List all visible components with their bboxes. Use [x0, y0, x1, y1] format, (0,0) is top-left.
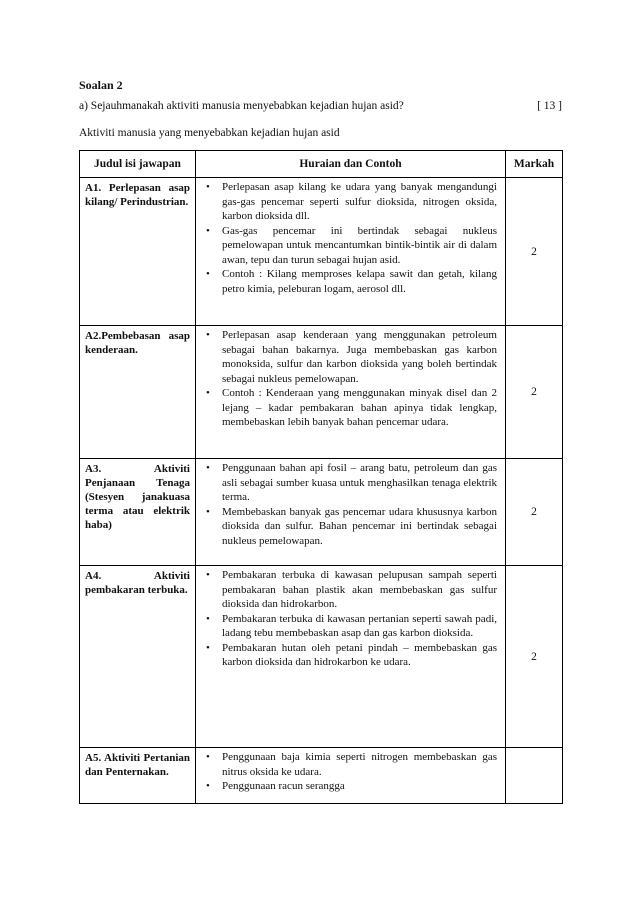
row-mark: 2: [506, 566, 563, 748]
row-description: [196, 566, 506, 748]
bullet-point: • Contoh : Kenderaan yang menggunakan minyak disel dan 2 lejang – kadar pembakaran bahan apinya tidak lengkap, membebaskan lebih banyak bahan pencemar udara.: [200, 386, 497, 430]
table-header-row: [80, 151, 563, 178]
bullet-point: • Pembakaran terbuka di kawasan pertanian seperti sawah padi, ladang tebu membebaskan asap dan gas karbon dioksida.: [200, 612, 497, 641]
bullet-point: • Gas-gas pencemar ini bertindak sebagai nukleus pemelowapan untuk mencantumkan bintik-bintik air di dalam awan, tepu dan turun sebagai hujan asid.: [200, 224, 497, 268]
table-row: [80, 326, 563, 459]
row-description: [196, 178, 506, 326]
row-mark: [506, 748, 563, 804]
bullet-point: • Pembakaran terbuka di kawasan pelupusan sampah seperti pembakaran bahan plastik akan membebaskan gas sulfur dioksida dan hidrokarbon.: [200, 568, 497, 612]
row-title: A3. Aktiviti Penjanaan Tenaga (Stesyen janakuasa terma atau elektrik haba): [80, 459, 196, 566]
row-description: [196, 326, 506, 459]
question-line: [79, 100, 562, 112]
row-mark: 2: [506, 459, 563, 566]
bullet-point: • Penggunaan bahan api fosil – arang batu, petroleum dan gas asli sebagai sumber kuasa untuk menghasilkan tenaga elektrik terma.: [200, 461, 497, 505]
row-title: A1. Perlepasan asap kilang/ Perindustrian.: [80, 178, 196, 326]
bullet-point: • Penggunaan racun serangga: [200, 779, 497, 794]
table-row: [80, 748, 563, 804]
table-row: [80, 566, 563, 748]
row-title: A2.Pembebasan asap kenderaan.: [80, 326, 196, 459]
question-marks: [ 13 ]: [537, 100, 562, 112]
bullet-point: • Perlepasan asap kilang ke udara yang banyak mengandungi gas-gas pencemar seperti sulfur dioksida, nitrogen oksida, karbon dioksida dll.: [200, 180, 497, 224]
table-row: [80, 178, 563, 326]
question-text: a) Sejauhmanakah aktiviti manusia menyebabkan kejadian hujan asid?: [79, 100, 404, 112]
row-description: [196, 748, 506, 804]
row-title: A5. Aktiviti Pertanian dan Penternakan.: [80, 748, 196, 804]
intro-text: Aktiviti manusia yang menyebabkan kejadian hujan asid: [79, 127, 340, 139]
header-judul: Judul isi jawapan: [80, 151, 196, 178]
header-huraian: Huraian dan Contoh: [196, 151, 506, 178]
bullet-point: • Contoh : Kilang memproses kelapa sawit dan getah, kilang petro kimia, peleburan logam, aerosol dll.: [200, 267, 497, 296]
bullet-point: • Pembakaran hutan oleh petani pindah – membebaskan gas karbon dioksida dan hidrokarbon ke udara.: [200, 641, 497, 670]
table-row: [80, 459, 563, 566]
row-mark: 2: [506, 178, 563, 326]
row-mark: 2: [506, 326, 563, 459]
bullet-point: • Perlepasan asap kenderaan yang menggunakan petroleum sebagai bahan bakarnya. Juga membebaskan gas karbon monoksida, sulfur dan karbon dioksida yang boleh bertindak sebagai nukleus pemelowapan.: [200, 328, 497, 386]
answer-table: [79, 150, 563, 804]
header-markah: Markah: [506, 151, 563, 178]
row-description: [196, 459, 506, 566]
question-heading: Soalan 2: [79, 78, 123, 92]
row-title: A4. Aktiviti pembakaran terbuka.: [80, 566, 196, 748]
bullet-point: • Membebaskan banyak gas pencemar udara khususnya karbon dioksida dan sulfur. Bahan pencemar ini bertindak sebagai nukleus pemelowapan.: [200, 505, 497, 549]
bullet-point: • Penggunaan baja kimia seperti nitrogen membebaskan gas nitrus oksida ke udara.: [200, 750, 497, 779]
